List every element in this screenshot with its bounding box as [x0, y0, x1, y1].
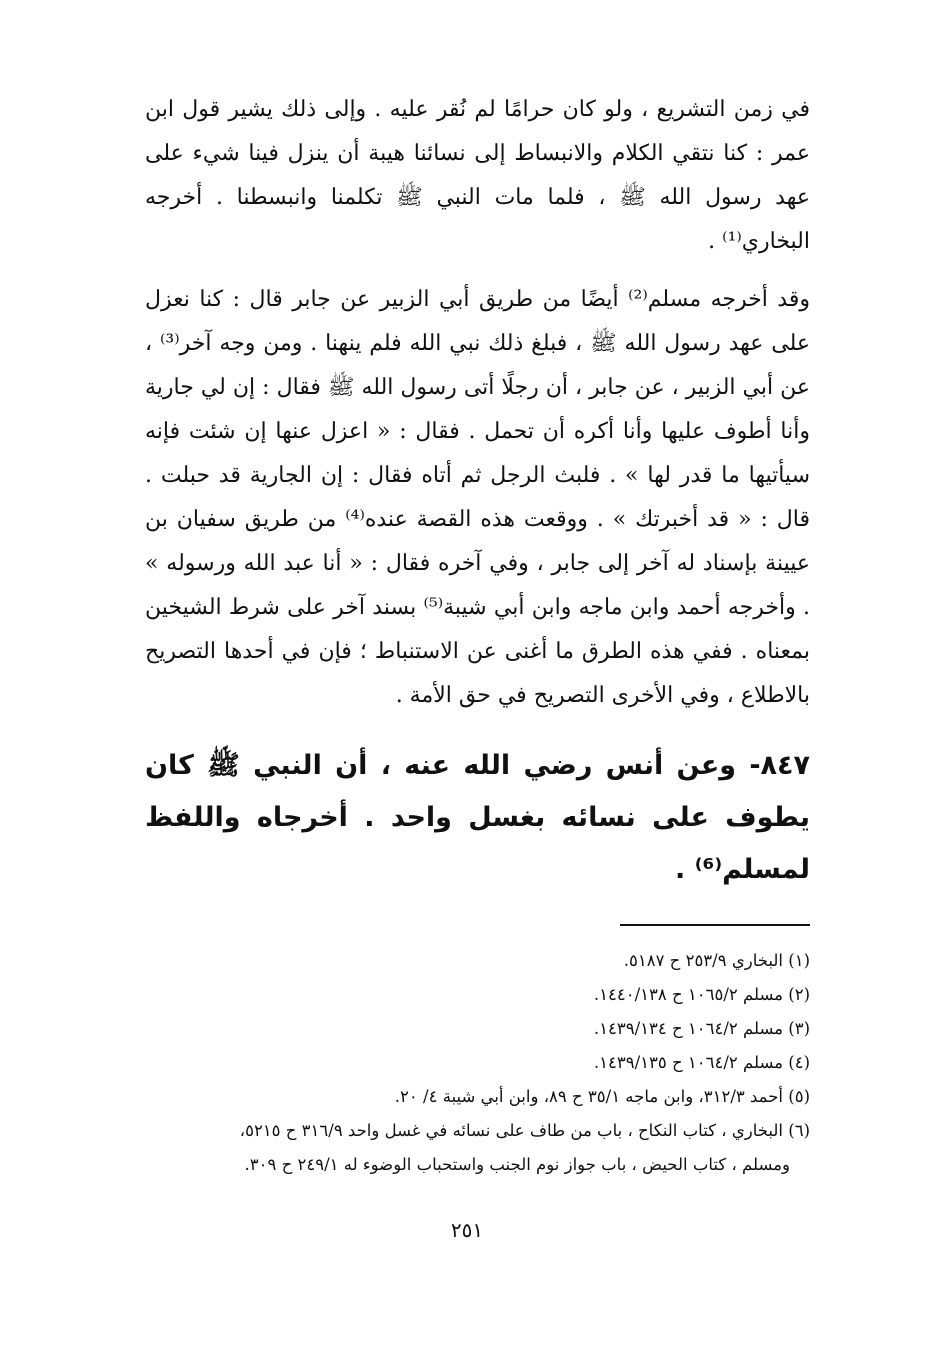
footnote-4: (٤) مسلم ١٠٦٤/٢ ح ١٤٣٩/١٣٥.	[593, 1053, 810, 1072]
page-number: ٢٥١	[450, 1218, 484, 1242]
footnote-6-line-1: (٦) البخاري ، كتاب النكاح ، باب من طاف على نسائه في غسل واحد ٣١٦/٩ ح ٥٢١٥،	[239, 1121, 810, 1140]
footnote-3: (٣) مسلم ١٠٦٤/٢ ح ١٤٣٩/١٣٤.	[593, 1019, 810, 1038]
body-paragraph-1: في زمن التشريع ، ولو كان حرامًا لم نُقر عليه . وإلى ذلك يشير قول ابن عمر : كنا نتقي الكلام والانبساط إلى نسائنا هيبة أن ينزل فينا شيء على عهد رسول الله ﷺ ، فلما مات النبي ﷺ تكلمنا وانبسطنا . أخرجه البخاري⁽¹⁾ .	[145, 97, 810, 254]
hadith-847: ٨٤٧- وعن أنس رضي الله عنه ، أن النبي ﷺ كان يطوف على نسائه بغسل واحد . أخرجاه واللفظ لمسلم⁽⁶⁾ .	[145, 750, 810, 885]
footnote-divider	[620, 924, 810, 926]
footnote-2: (٢) مسلم ١٠٦٥/٢ ح ١٤٤٠/١٣٨.	[593, 985, 810, 1004]
page-content	[145, 88, 810, 1182]
footnote-5: (٥) أحمد ٣١٢/٣، وابن ماجه ٣٥/١ ح ٨٩، وابن أبي شيبة ٤/ ٢٠.	[394, 1087, 810, 1106]
footnote-6-line-2: ومسلم ، كتاب الحيض ، باب جواز نوم الجنب واستحباب الوضوء له ٢٤٩/١ ح ٣٠٩.	[244, 1155, 790, 1174]
footnotes	[145, 944, 810, 1182]
body-paragraph-2: وقد أخرجه مسلم⁽²⁾ أيضًا من طريق أبي الزبير عن جابر قال : كنا نعزل على عهد رسول الله ﷺ ، فبلغ ذلك نبي الله فلم ينهنا . ومن وجه آخر⁽³⁾ ، عن أبي الزبير ، عن جابر ، أن رجلًا أتى رسول الله ﷺ فقال : إن لي جارية وأنا أطوف عليها وأنا أكره أن تحمل . فقال : « اعزل عنها إن شئت فإنه سيأتيها ما قدر لها » . فلبث الرجل ثم أتاه فقال : إن الجارية قد حبلت . قال : « قد أخبرتك » . ووقعت هذه القصة عنده⁽⁴⁾ من طريق سفيان بن عيينة بإسناد له آخر إلى جابر ، وفي آخره فقال : « أنا عبد الله ورسوله » . وأخرجه أحمد وابن ماجه وابن أبي شيبة⁽⁵⁾ بسند آخر على شرط الشيخين بمعناه . ففي هذه الطرق ما أغنى عن الاستنباط ؛ فإن في أحدها التصريح بالاطلاع ، وفي الأخرى التصريح في حق الأمة .	[145, 287, 810, 708]
footnote-6	[145, 1114, 810, 1182]
footnote-1: (١) البخاري ٢٥٣/٩ ح ٥١٨٧.	[623, 951, 810, 970]
